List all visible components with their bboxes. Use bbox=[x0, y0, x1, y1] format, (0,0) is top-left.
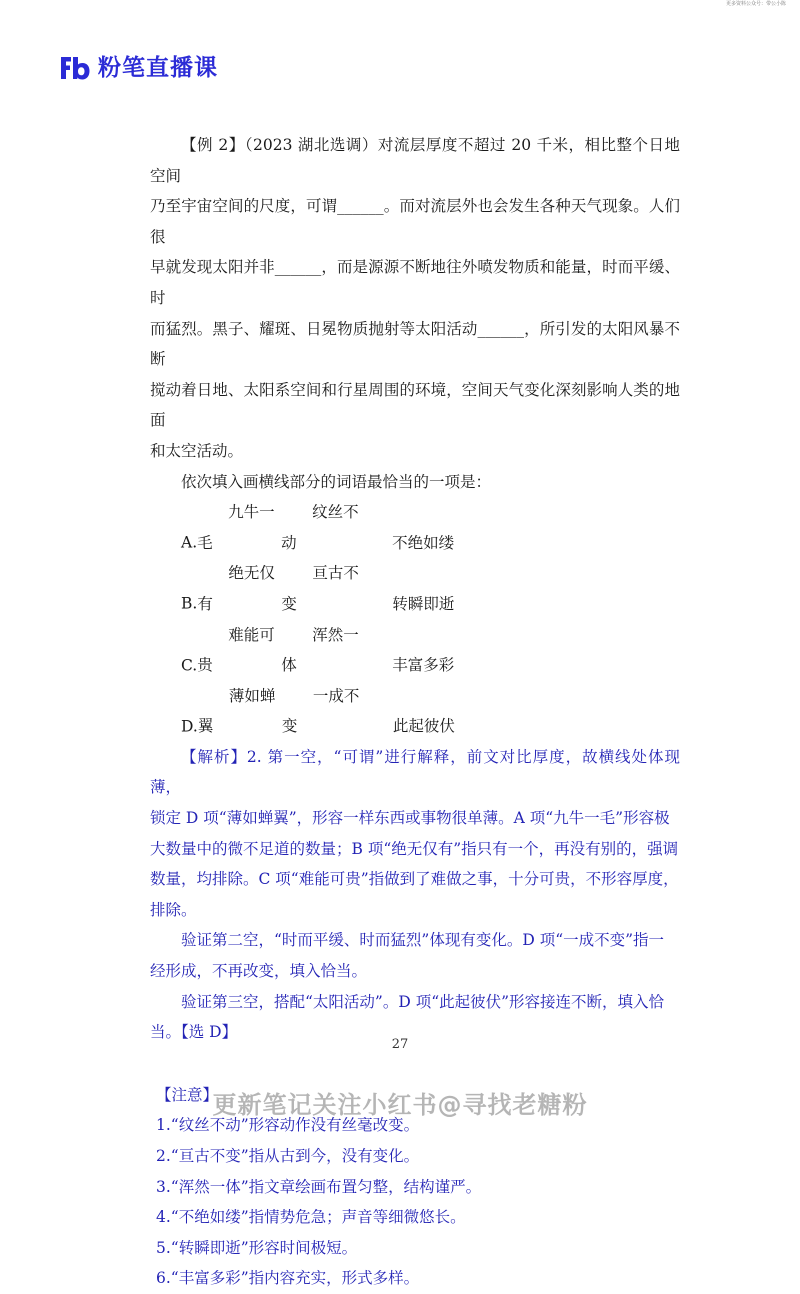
option-label: A. bbox=[181, 533, 198, 552]
brand-logo bbox=[58, 52, 218, 84]
top-corner-note: 更多资料公众号：带公小陈 bbox=[725, 1, 786, 7]
option-label: C. bbox=[181, 656, 198, 675]
analysis-line: 数量，均排除。C 项“难能可贵”指做到了难做之事，十分可贵，不形容厚度， bbox=[150, 870, 679, 889]
option-word: 亘古不变 bbox=[281, 564, 359, 613]
analysis-line: 锁定 D 项“薄如蝉翼”，形容一样东西或事物很单薄。A 项“九牛一毛”形容极 bbox=[150, 809, 670, 828]
option-word: 薄如蝉翼 bbox=[197, 686, 276, 736]
option-word: 不绝如缕 bbox=[392, 533, 455, 552]
option-d bbox=[150, 681, 680, 742]
option-word: 纹丝不动 bbox=[281, 503, 359, 552]
analysis-line: 大数量中的微不足道的数量；B 项“绝无仅有”指只有一个，再没有别的，强调 bbox=[150, 839, 679, 858]
analysis-line: 验证第二空，“时而平缓、时而猛烈”体现有变化。D 项“一成不变”指一 bbox=[181, 931, 665, 950]
footer-watermark: 更新笔记关注小红书@寻找老糖粉 bbox=[212, 1091, 588, 1119]
option-word: 丰富多彩 bbox=[392, 656, 455, 675]
option-word: 难能可贵 bbox=[197, 625, 275, 675]
note-item: 5.“转瞬即逝”形容时间极短。 bbox=[156, 1238, 358, 1257]
page-number: 27 bbox=[391, 1037, 409, 1052]
question-stem bbox=[150, 130, 680, 467]
analysis-section bbox=[150, 742, 680, 1048]
option-b bbox=[150, 558, 680, 619]
option-word: 九牛一毛 bbox=[197, 503, 275, 552]
note-item: 6.“丰富多彩”指内容充实，形式多样。 bbox=[156, 1269, 420, 1288]
analysis-line: 当。【选 D】 bbox=[150, 1023, 238, 1042]
fb-logo-icon bbox=[58, 54, 92, 82]
analysis-line: 【解析】2. 第一空，“可谓”进行解释，前文对比厚度，故横线处体现薄， bbox=[150, 747, 680, 797]
stem-line: 早就发现太阳并非______，而是源源不断地往外喷发物质和能量，时而平缓、时 bbox=[150, 258, 680, 307]
question-prompt: 依次填入画横线部分的词语最恰当的一项是： bbox=[181, 472, 492, 491]
notes-title: 【注意】 bbox=[156, 1085, 219, 1104]
option-label: B. bbox=[181, 594, 198, 613]
option-word: 此起彼伏 bbox=[392, 717, 455, 736]
analysis-line: 经形成，不再改变，填入恰当。 bbox=[150, 962, 368, 981]
section-spacer bbox=[150, 1048, 680, 1080]
note-item: 1.“纹丝不动”形容动作没有丝毫改变。 bbox=[156, 1116, 420, 1135]
note-item: 4.“不绝如缕”指情势危急；声音等细微悠长。 bbox=[156, 1208, 466, 1227]
option-a bbox=[150, 497, 680, 558]
option-label: D. bbox=[181, 717, 198, 736]
options-list bbox=[150, 497, 680, 742]
analysis-line: 排除。 bbox=[150, 900, 197, 919]
option-word: 转瞬即逝 bbox=[392, 594, 455, 613]
stem-line: 【例 2】（2023 湖北选调）对流层厚度不超过 20 千米，相比整个日地空间 bbox=[150, 136, 680, 185]
option-word: 浑然一体 bbox=[281, 625, 359, 675]
stem-line: 乃至宇宙空间的尺度，可谓______。而对流层外也会发生各种天气现象。人们很 bbox=[150, 197, 680, 246]
option-c bbox=[150, 620, 680, 681]
note-item: 2.“亘古不变”指从古到今，没有变化。 bbox=[156, 1147, 420, 1165]
option-word: 绝无仅有 bbox=[197, 564, 275, 613]
stem-line: 搅动着日地、太阳系空间和行星周围的环境，空间天气变化深刻影响人类的地面 bbox=[150, 380, 680, 430]
analysis-line: 验证第三空，搭配“太阳活动”。D 项“此起彼伏”形容接连不断，填入恰 bbox=[181, 992, 665, 1011]
logo-text: 粉笔直播课 bbox=[98, 55, 218, 81]
stem-line: 和太空活动。 bbox=[150, 441, 244, 460]
option-word: 一成不变 bbox=[281, 686, 360, 736]
note-item: 3.“浑然一体”指文章绘画布置匀整，结构谨严。 bbox=[156, 1177, 482, 1196]
stem-line: 而猛烈。黑子、耀斑、日冕物质抛射等太阳活动______，所引发的太阳风暴不断 bbox=[150, 319, 680, 369]
